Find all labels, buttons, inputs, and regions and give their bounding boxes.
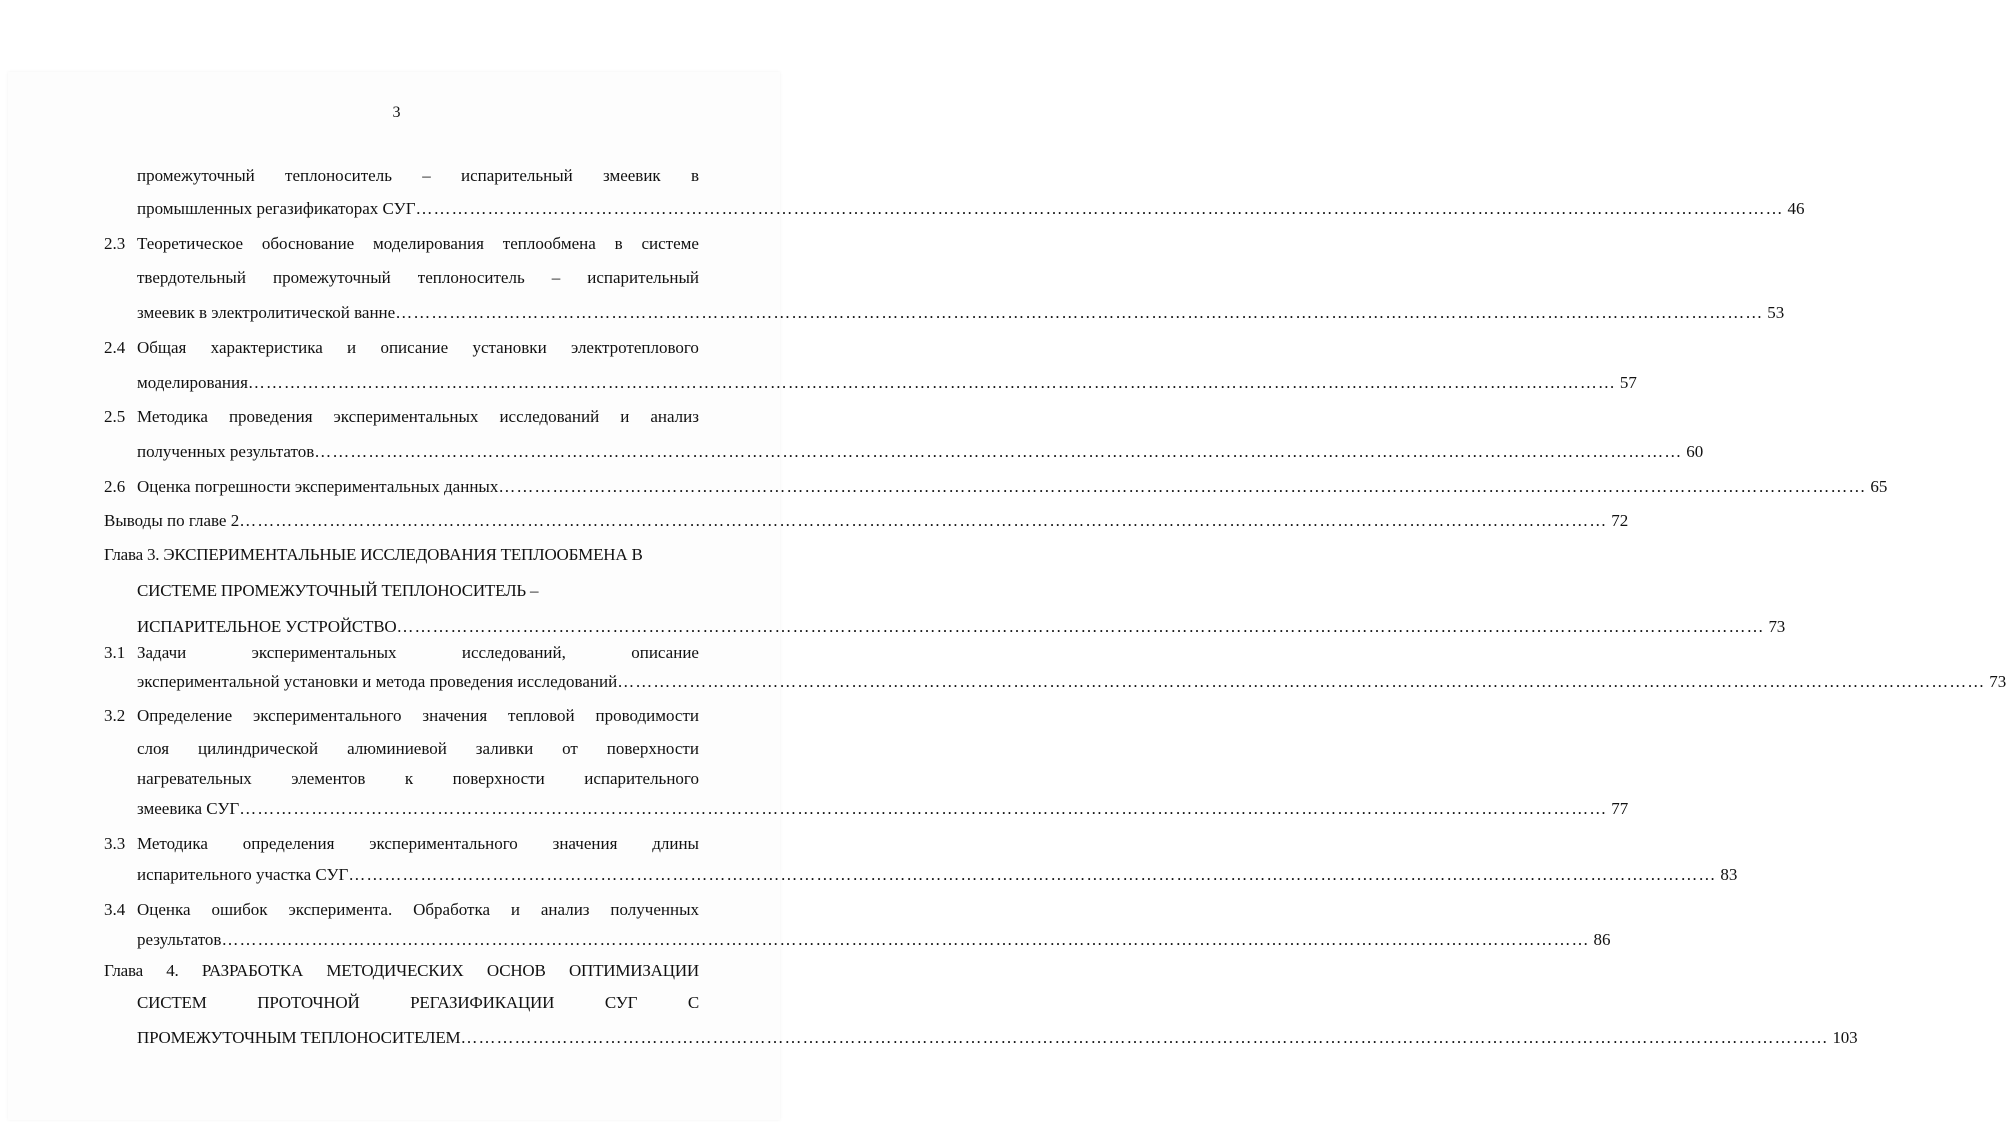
word: от bbox=[562, 739, 578, 758]
word: проводимости bbox=[595, 706, 699, 725]
word: анализ bbox=[540, 900, 590, 919]
word: исследований bbox=[499, 407, 600, 426]
toc-entry-text: промышленных регазификаторах СУГ bbox=[137, 199, 416, 218]
word: ошибок bbox=[211, 900, 268, 919]
toc-entry-2-6 bbox=[137, 477, 1888, 497]
word: исследований, bbox=[461, 643, 566, 662]
toc-page: 72 bbox=[1611, 511, 1629, 530]
word: слоя bbox=[137, 739, 170, 758]
toc-line-23 bbox=[137, 900, 699, 920]
word: эксперимента. bbox=[288, 900, 393, 919]
toc-page: 65 bbox=[1870, 477, 1888, 496]
word: характеристика bbox=[210, 338, 323, 357]
toc-entry-text: ИСПАРИТЕЛЬНОЕ УСТРОЙСТВО bbox=[137, 617, 397, 636]
toc-entry-conclusions-2 bbox=[104, 511, 1629, 531]
toc-entry-chapter-4 bbox=[137, 1028, 1858, 1048]
word: к bbox=[404, 769, 414, 788]
word: СИСТЕМ bbox=[137, 993, 207, 1012]
word: СУГ bbox=[604, 993, 638, 1012]
dot-leader: ………………………………………………………………………………………………………………………………………………………………………………………………………… bbox=[617, 672, 1986, 691]
word: и bbox=[620, 407, 630, 426]
section-number: 3.4 bbox=[104, 900, 126, 919]
toc-entry-2-4-end bbox=[137, 373, 1637, 393]
toc-page: 86 bbox=[1593, 930, 1611, 949]
word: 4. bbox=[166, 961, 179, 980]
word: заливки bbox=[475, 739, 534, 758]
dot-leader: ………………………………………………………………………………………………………………………………………………………………………………………………………… bbox=[239, 799, 1608, 818]
word: Обработка bbox=[413, 900, 490, 919]
toc-entry-text: результатов bbox=[137, 930, 222, 949]
toc-page: 53 bbox=[1767, 303, 1785, 322]
toc-line-17 bbox=[137, 706, 699, 726]
toc-entry-text: змеевика СУГ bbox=[137, 799, 240, 818]
word: экспериментальных bbox=[251, 643, 397, 662]
word: определения bbox=[242, 834, 335, 853]
toc-line-21 bbox=[137, 834, 699, 854]
toc-entry-text: испарительного участка СУГ bbox=[137, 865, 349, 884]
word: испарительный bbox=[587, 268, 699, 287]
word: значения bbox=[422, 706, 488, 725]
word: цилиндрической bbox=[197, 739, 319, 758]
word: Оценка bbox=[137, 900, 191, 919]
section-number: 3.1 bbox=[104, 643, 126, 662]
word: теплообмена bbox=[502, 234, 596, 253]
word: экспериментального bbox=[369, 834, 518, 853]
word: Теоретическое bbox=[137, 234, 244, 253]
word: проведения bbox=[228, 407, 313, 426]
toc-page: 73 bbox=[1768, 617, 1786, 636]
toc-entry-text: Выводы по главе 2 bbox=[104, 511, 240, 530]
toc-line-15 bbox=[137, 643, 699, 663]
word: тепловой bbox=[508, 706, 575, 725]
toc-entry-text: экспериментальной установки и метода проведения исследований bbox=[137, 672, 618, 691]
word: испарительный bbox=[461, 166, 573, 185]
word: промежуточный bbox=[272, 268, 391, 287]
word: ПРОТОЧНОЙ bbox=[257, 993, 360, 1012]
toc-entry-3-1-end bbox=[137, 672, 2006, 692]
word: ОПТИМИЗАЦИИ bbox=[568, 961, 699, 980]
dot-leader: ………………………………………………………………………………………………………………………………………………………………………………………………………… bbox=[396, 617, 1765, 636]
dot-leader: ………………………………………………………………………………………………………………………………………………………………………………………………………… bbox=[221, 930, 1590, 949]
dot-leader: ………………………………………………………………………………………………………………………………………………………………………………………………………… bbox=[395, 303, 1764, 322]
toc-line-19 bbox=[137, 769, 699, 789]
word: Методика bbox=[137, 407, 208, 426]
word: установки bbox=[472, 338, 547, 357]
toc-page: 60 bbox=[1686, 442, 1704, 461]
word: ОСНОВ bbox=[486, 961, 546, 980]
word: моделирования bbox=[373, 234, 484, 253]
toc-entry-text: змеевик в электролитической ванне bbox=[137, 303, 396, 322]
word: описание bbox=[380, 338, 449, 357]
word: полученных bbox=[610, 900, 699, 919]
toc-line-18 bbox=[137, 739, 699, 759]
chapter-3-title: Глава 3. ЭКСПЕРИМЕНТАЛЬНЫЕ ИССЛЕДОВАНИЯ ТЕПЛООБМЕНА В bbox=[104, 545, 643, 564]
toc-entry-2-3-end bbox=[137, 303, 1785, 323]
toc-entry-text: ПРОМЕЖУТОЧНЫМ ТЕПЛОНОСИТЕЛЕМ bbox=[137, 1028, 461, 1047]
toc-entry-3-4-end bbox=[137, 930, 1611, 950]
toc-line-1 bbox=[137, 166, 699, 186]
toc-entry-text: полученных результатов bbox=[137, 442, 315, 461]
word: С bbox=[687, 993, 699, 1012]
toc-line-6 bbox=[137, 338, 699, 358]
page-number: 3 bbox=[392, 104, 401, 121]
section-number: 2.3 bbox=[104, 234, 126, 253]
word: обоснование bbox=[261, 234, 355, 253]
word: в bbox=[614, 234, 623, 253]
toc-entry-chapter-3 bbox=[137, 617, 1786, 637]
word: электротеплового bbox=[570, 338, 699, 357]
toc-entry-2-2-end bbox=[137, 199, 1805, 219]
toc-entry-text: моделирования bbox=[137, 373, 248, 392]
word: Общая bbox=[137, 338, 187, 357]
word: поверхности bbox=[452, 769, 545, 788]
dot-leader: ………………………………………………………………………………………………………………………………………………………………………………………………………… bbox=[348, 865, 1717, 884]
section-number: 3.3 bbox=[104, 834, 126, 853]
toc-page: 103 bbox=[1832, 1028, 1858, 1047]
word: РЕГАЗИФИКАЦИИ bbox=[410, 993, 555, 1012]
word: испарительного bbox=[584, 769, 699, 788]
word: змеевик bbox=[602, 166, 661, 185]
toc-line-3 bbox=[137, 234, 699, 254]
word: Задачи bbox=[137, 643, 187, 662]
toc-line-8 bbox=[137, 407, 699, 427]
dot-leader: ………………………………………………………………………………………………………………………………………………………………………………………………………… bbox=[314, 442, 1683, 461]
word: промежуточный bbox=[137, 166, 255, 185]
word: описание bbox=[631, 643, 699, 662]
word: нагревательных bbox=[137, 769, 252, 788]
dot-leader: ………………………………………………………………………………………………………………………………………………………………………………………………………… bbox=[247, 373, 1616, 392]
word: экспериментального bbox=[253, 706, 402, 725]
toc-entry-2-5-end bbox=[137, 442, 1704, 462]
chapter-3-title-cont: СИСТЕМЕ ПРОМЕЖУТОЧНЫЙ ТЕПЛОНОСИТЕЛЬ – bbox=[137, 581, 539, 600]
toc-page: 83 bbox=[1720, 865, 1738, 884]
word: МЕТОДИЧЕСКИХ bbox=[326, 961, 464, 980]
word: теплоноситель bbox=[417, 268, 525, 287]
word: теплоноситель bbox=[285, 166, 392, 185]
toc-entry-text: Оценка погрешности экспериментальных данных bbox=[137, 477, 499, 496]
word: элементов bbox=[291, 769, 366, 788]
section-number: 3.2 bbox=[104, 706, 126, 725]
toc-page: 46 bbox=[1787, 199, 1805, 218]
word: в bbox=[690, 166, 699, 185]
word: анализ bbox=[650, 407, 699, 426]
word: – bbox=[551, 268, 561, 287]
chapter-4-title bbox=[104, 961, 699, 981]
toc-entry-3-2-end bbox=[137, 799, 1629, 819]
word: РАЗРАБОТКА bbox=[201, 961, 304, 980]
word: системе bbox=[641, 234, 699, 253]
word: значения bbox=[552, 834, 618, 853]
toc-page: 73 bbox=[1989, 672, 2006, 691]
word: алюминиевой bbox=[347, 739, 447, 758]
dot-leader: ………………………………………………………………………………………………………………………………………………………………………………………………………… bbox=[239, 511, 1608, 530]
chapter-4-title-cont bbox=[137, 993, 699, 1013]
toc-line-4 bbox=[137, 268, 699, 288]
word: Определение bbox=[137, 706, 233, 725]
toc-page: 57 bbox=[1619, 373, 1637, 392]
word: Глава bbox=[104, 961, 143, 980]
word: и bbox=[347, 338, 357, 357]
dot-leader: ………………………………………………………………………………………………………………………………………………………………………………………………………… bbox=[415, 199, 1784, 218]
word: Методика bbox=[137, 834, 208, 853]
toc-page: 77 bbox=[1611, 799, 1629, 818]
word: – bbox=[422, 166, 431, 185]
dot-leader: ………………………………………………………………………………………………………………………………………………………………………………………………………… bbox=[460, 1028, 1829, 1047]
section-number: 2.5 bbox=[104, 407, 126, 426]
section-number: 2.4 bbox=[104, 338, 126, 357]
toc-entry-3-3-end bbox=[137, 865, 1738, 885]
word: поверхности bbox=[606, 739, 699, 758]
word: и bbox=[510, 900, 520, 919]
word: твердотельный bbox=[137, 268, 246, 287]
word: длины bbox=[652, 834, 699, 853]
section-number: 2.6 bbox=[104, 477, 126, 496]
word: экспериментальных bbox=[333, 407, 479, 426]
dot-leader: ………………………………………………………………………………………………………………………………………………………………………………………………………… bbox=[498, 477, 1867, 496]
